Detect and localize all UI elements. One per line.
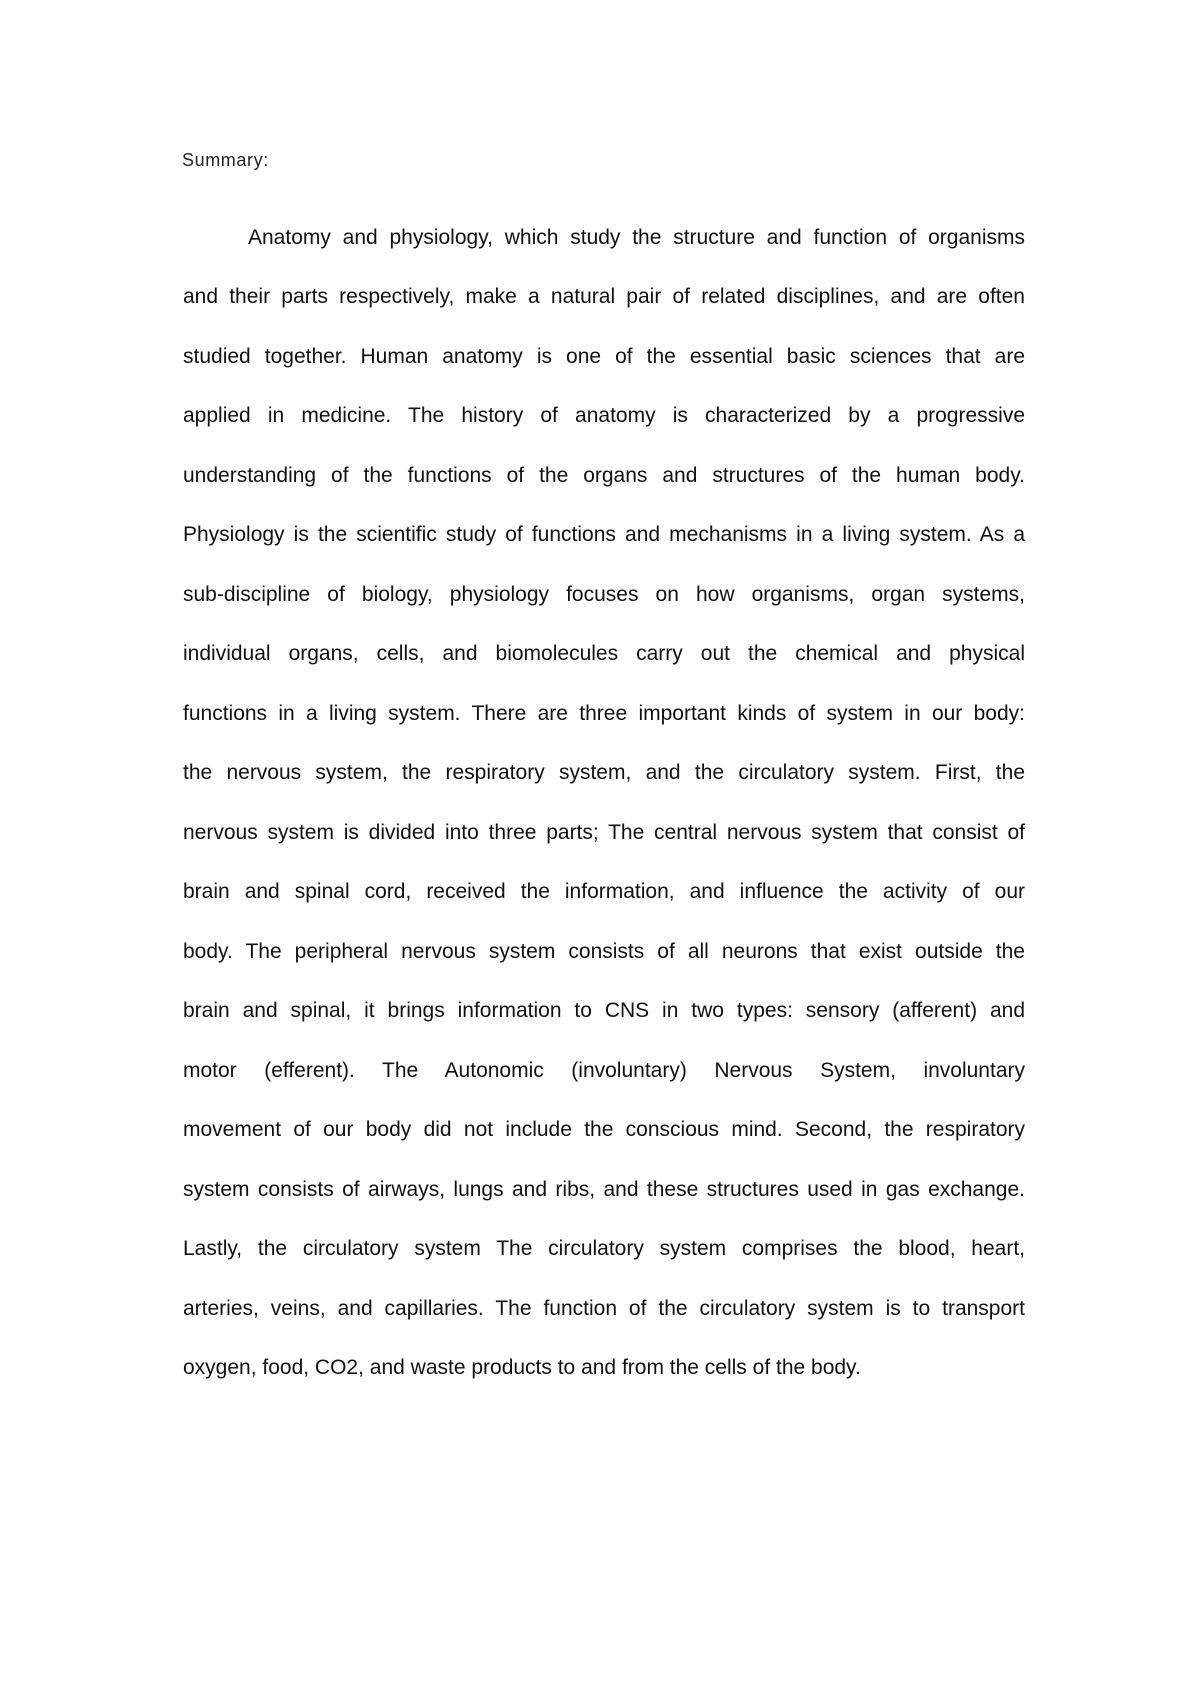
paragraph-line: body. The peripheral nervous system consists of all neurons that exist outside the xyxy=(183,940,1025,963)
paragraph-line: the nervous system, the respiratory system, and the circulatory system. First, the xyxy=(183,761,1025,784)
paragraph-line: sub-discipline of biology, physiology focuses on how organisms, organ systems, xyxy=(183,583,1025,606)
paragraph-line: oxygen, food, CO2, and waste products to and from the cells of the body. xyxy=(183,1356,861,1379)
paragraph-line: movement of our body did not include the conscious mind. Second, the respiratory xyxy=(183,1118,1025,1141)
summary-heading: Summary: xyxy=(182,150,269,170)
paragraph-line: motor (efferent). The Autonomic (involuntary) Nervous System, involuntary xyxy=(183,1059,1025,1082)
paragraph-line: Anatomy and physiology, which study the structure and function of organisms xyxy=(248,226,1025,249)
paragraph-line: individual organs, cells, and biomolecules carry out the chemical and physical xyxy=(183,642,1025,665)
paragraph-line: understanding of the functions of the organs and structures of the human body. xyxy=(183,464,1025,487)
paragraph-line: Physiology is the scientific study of functions and mechanisms in a living system. As a xyxy=(183,523,1025,546)
paragraph-line: functions in a living system. There are three important kinds of system in our body: xyxy=(183,702,1025,725)
paragraph-line: nervous system is divided into three parts; The central nervous system that consist of xyxy=(183,821,1025,844)
paragraph-line: Lastly, the circulatory system The circulatory system comprises the blood, heart, xyxy=(183,1237,1025,1260)
paragraph-line: system consists of airways, lungs and ribs, and these structures used in gas exchange. xyxy=(183,1178,1025,1201)
paragraph-line: brain and spinal cord, received the information, and influence the activity of our xyxy=(183,880,1025,903)
paragraph-line: brain and spinal, it brings information to CNS in two types: sensory (afferent) and xyxy=(183,999,1025,1022)
paragraph-line: arteries, veins, and capillaries. The function of the circulatory system is to transport xyxy=(183,1297,1025,1320)
paragraph-line: applied in medicine. The history of anatomy is characterized by a progressive xyxy=(183,404,1025,427)
paragraph-line: and their parts respectively, make a natural pair of related disciplines, and are often xyxy=(183,285,1025,308)
paragraph-line: studied together. Human anatomy is one of the essential basic sciences that are xyxy=(183,345,1025,368)
